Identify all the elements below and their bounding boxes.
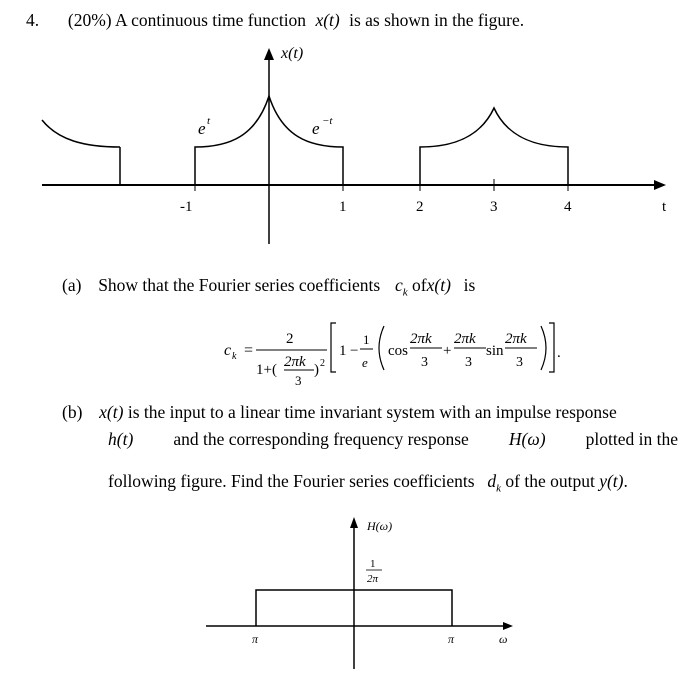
part-a-is: is (463, 275, 476, 295)
hw-figure (0, 505, 689, 677)
part-a-text: Show that the Fourier series coefficients (98, 275, 381, 295)
part-b-line1-text: is the input to a linear time invariant system with an impulse response (127, 402, 617, 422)
piece-left-label: e (198, 119, 206, 138)
formula-sin: sin (486, 343, 504, 359)
part-b-line2-mid: and the corresponding frequency response (173, 429, 469, 449)
formula-arg2-den: 3 (516, 355, 523, 370)
xt-y-label: x(t) (281, 45, 304, 62)
part-a-fn: x(t) (426, 275, 451, 295)
hw-x-label: ω (499, 632, 508, 646)
piece-right-exponent: −t (322, 115, 333, 127)
part-b-H: H(ω) (508, 429, 546, 449)
formula-end: . (557, 345, 561, 361)
formula-den-frac-den: 3 (295, 373, 302, 388)
hw-level-num: 1 (370, 558, 376, 570)
hw-level-den: 2π (367, 573, 379, 585)
xt-time-axis-arrowhead (654, 180, 666, 190)
hw-tick-right: π (448, 632, 455, 646)
xt-amplitude-axis-arrowhead (264, 48, 274, 60)
problem-points: (20%) (67, 10, 112, 30)
statement-prefix: A continuous time function (115, 10, 307, 30)
tick-label-1: 1 (339, 199, 347, 215)
hw-amplitude-axis-arrowhead (350, 517, 358, 528)
hw-frequency-axis-arrowhead (503, 622, 513, 630)
xt-curve-left (42, 120, 120, 147)
problem-number: 4. (26, 10, 40, 30)
tick-label-2: 2 (416, 199, 424, 215)
formula-open-paren (379, 326, 384, 370)
formula-cos: cos (388, 343, 408, 359)
part-b-line3-text: following figure. Find the Fourier series coefficients (108, 471, 475, 491)
formula-inner-num: 1 (363, 332, 370, 347)
part-a-coef: c (394, 275, 403, 295)
tick-label-3: 3 (490, 199, 498, 215)
piece-right-label: e (312, 119, 320, 138)
formula-coef2-num: 2πk (454, 331, 476, 347)
xt-curve-right (420, 108, 568, 185)
formula-den-close: ) (314, 362, 319, 378)
part-b-line3 (108, 471, 628, 495)
part-a (62, 275, 475, 299)
part-b-line1 (62, 402, 617, 423)
statement-suffix: is as shown in the figure. (349, 10, 525, 30)
formula-numerator: 2 (286, 331, 294, 347)
piece-left-exponent: t (207, 115, 211, 127)
part-b-dsub: k (496, 482, 501, 495)
part-b-h: h(t) (108, 429, 134, 449)
formula-arg1-num: 2πk (410, 331, 432, 347)
xt-x-label: t (662, 199, 667, 215)
hw-tick-left: π (252, 632, 259, 646)
part-b-fn: x(t) (99, 402, 124, 422)
formula-plus: + (443, 343, 452, 359)
hw-y-label: H(ω) (367, 519, 393, 533)
part-b-label: (b) (62, 402, 83, 422)
formula-den-pow: 2 (320, 358, 325, 369)
part-b-line2 (108, 429, 678, 450)
part-a-label: (a) (62, 275, 82, 295)
ck-formula (0, 310, 689, 390)
formula-one: 1 (339, 343, 347, 359)
formula-equals: = (244, 342, 254, 359)
formula-coef2-den: 3 (465, 355, 472, 370)
part-b-line3-end: . (623, 471, 628, 491)
part-b-line3-mid: of the output (505, 471, 595, 491)
formula-minus: − (350, 343, 359, 359)
part-a-coef-sub: k (402, 286, 408, 299)
formula-open-bracket (331, 323, 336, 372)
formula-close-paren (541, 326, 546, 370)
part-b-d: d (487, 471, 497, 491)
part-b-y: y(t) (599, 471, 624, 491)
formula-inner-den: e (362, 355, 368, 370)
tick-label-minus1: -1 (180, 199, 193, 215)
formula-arg2-num: 2πk (505, 331, 527, 347)
statement-fn: x(t) (315, 10, 340, 30)
formula-den-frac-num: 2πk (284, 354, 306, 370)
part-a-of: of (412, 275, 427, 295)
formula-lhs-sub: k (232, 351, 237, 362)
part-b-line2-end: plotted in the (585, 429, 678, 449)
xt-figure (0, 0, 689, 260)
formula-close-bracket (549, 323, 554, 372)
formula-lhs: c (224, 342, 232, 359)
tick-label-4: 4 (564, 199, 572, 215)
formula-den-one: 1+( (256, 362, 277, 378)
formula-arg1-den: 3 (421, 355, 428, 370)
